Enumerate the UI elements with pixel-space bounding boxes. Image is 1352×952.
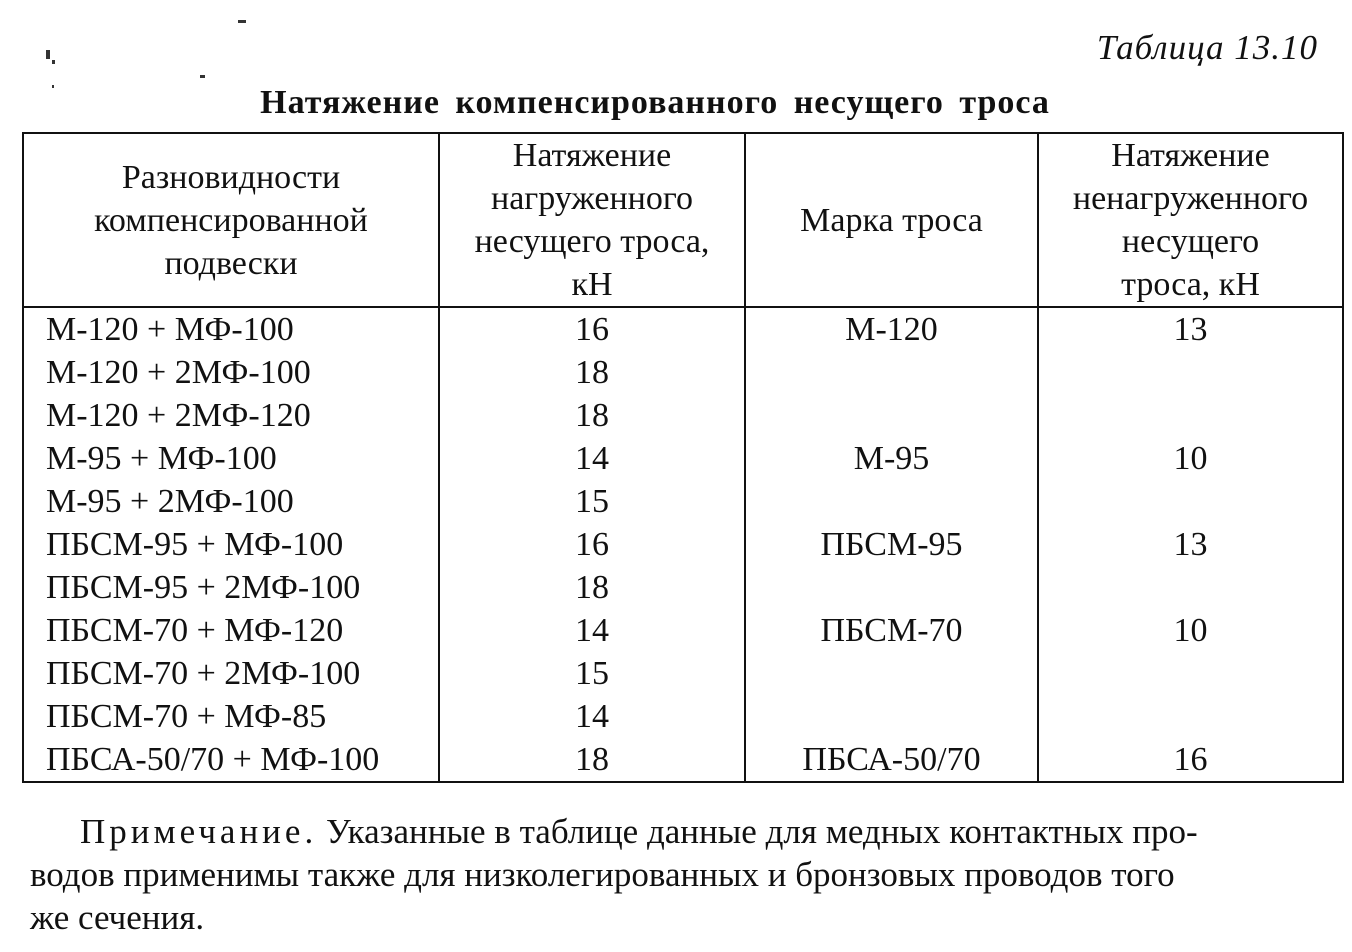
cell-unloaded-tension	[1038, 394, 1343, 437]
note-line: водов применимы также для низколегированных и бронзовых проводов того	[30, 855, 1175, 894]
cell-cable-brand	[745, 566, 1038, 609]
cell-loaded-tension: 18	[439, 351, 745, 394]
header-row	[23, 133, 1343, 307]
cell-suspension-type: ПБСМ-70 + 2МФ-100	[23, 652, 439, 695]
cell-unloaded-tension: 10	[1038, 609, 1343, 652]
table-row	[23, 738, 1343, 782]
table-number: Таблица 13.10	[1096, 28, 1318, 67]
table-row	[23, 609, 1343, 652]
cell-suspension-type: ПБСМ-70 + МФ-85	[23, 695, 439, 738]
cell-suspension-type: ПБСМ-70 + МФ-120	[23, 609, 439, 652]
header-suspension-type: Разновидности компенсированной подвески	[23, 133, 439, 307]
cell-loaded-tension: 15	[439, 480, 745, 523]
table-row	[23, 566, 1343, 609]
cell-loaded-tension: 18	[439, 738, 745, 782]
cell-cable-brand	[745, 394, 1038, 437]
cell-suspension-type: ПБСМ-95 + МФ-100	[23, 523, 439, 566]
table-row	[23, 351, 1343, 394]
cell-suspension-type: ПБСА-50/70 + МФ-100	[23, 738, 439, 782]
cell-unloaded-tension: 13	[1038, 523, 1343, 566]
cell-unloaded-tension	[1038, 652, 1343, 695]
note-label: Примечание.	[80, 812, 318, 851]
cell-cable-brand	[745, 480, 1038, 523]
cell-suspension-type: М-95 + 2МФ-100	[23, 480, 439, 523]
cell-cable-brand	[745, 695, 1038, 738]
table-row	[23, 394, 1343, 437]
cell-loaded-tension: 16	[439, 523, 745, 566]
table-row	[23, 307, 1343, 351]
cell-suspension-type: М-95 + МФ-100	[23, 437, 439, 480]
cell-cable-brand: ПБСА-50/70	[745, 738, 1038, 782]
cell-suspension-type: М-120 + 2МФ-120	[23, 394, 439, 437]
cell-unloaded-tension	[1038, 695, 1343, 738]
table-row	[23, 523, 1343, 566]
cell-loaded-tension: 18	[439, 566, 745, 609]
table-row	[23, 695, 1343, 738]
cell-loaded-tension: 14	[439, 695, 745, 738]
cell-unloaded-tension: 10	[1038, 437, 1343, 480]
cell-loaded-tension: 16	[439, 307, 745, 351]
cell-unloaded-tension	[1038, 480, 1343, 523]
cell-suspension-type: М-120 + 2МФ-100	[23, 351, 439, 394]
cell-suspension-type: М-120 + МФ-100	[23, 307, 439, 351]
cell-cable-brand: М-95	[745, 437, 1038, 480]
table-title: Натяжение компенсированного несущего троса	[260, 84, 1050, 121]
cell-loaded-tension: 14	[439, 437, 745, 480]
table-row	[23, 652, 1343, 695]
note-text: Указанные в таблице данные для медных контактных про-	[325, 812, 1198, 851]
header-cable-brand: Марка троса	[745, 133, 1038, 307]
cell-unloaded-tension: 16	[1038, 738, 1343, 782]
table-row	[23, 437, 1343, 480]
cell-unloaded-tension: 13	[1038, 307, 1343, 351]
cell-cable-brand	[745, 652, 1038, 695]
cell-cable-brand: ПБСМ-70	[745, 609, 1038, 652]
header-unloaded-tension: Натяжение ненагруженного несущего троса, кН	[1038, 133, 1343, 307]
table-row	[23, 480, 1343, 523]
cell-unloaded-tension	[1038, 566, 1343, 609]
cell-cable-brand: ПБСМ-95	[745, 523, 1038, 566]
cell-loaded-tension: 18	[439, 394, 745, 437]
cell-suspension-type: ПБСМ-95 + 2МФ-100	[23, 566, 439, 609]
cell-cable-brand	[745, 351, 1038, 394]
note-line	[30, 810, 1330, 853]
cell-cable-brand: М-120	[745, 307, 1038, 351]
cell-loaded-tension: 14	[439, 609, 745, 652]
note-line: же сечения.	[30, 898, 205, 937]
cell-loaded-tension: 15	[439, 652, 745, 695]
table-note	[30, 810, 1330, 939]
tension-table	[22, 132, 1344, 783]
cell-unloaded-tension	[1038, 351, 1343, 394]
header-loaded-tension: Натяжение нагруженного несущего троса, кН	[439, 133, 745, 307]
